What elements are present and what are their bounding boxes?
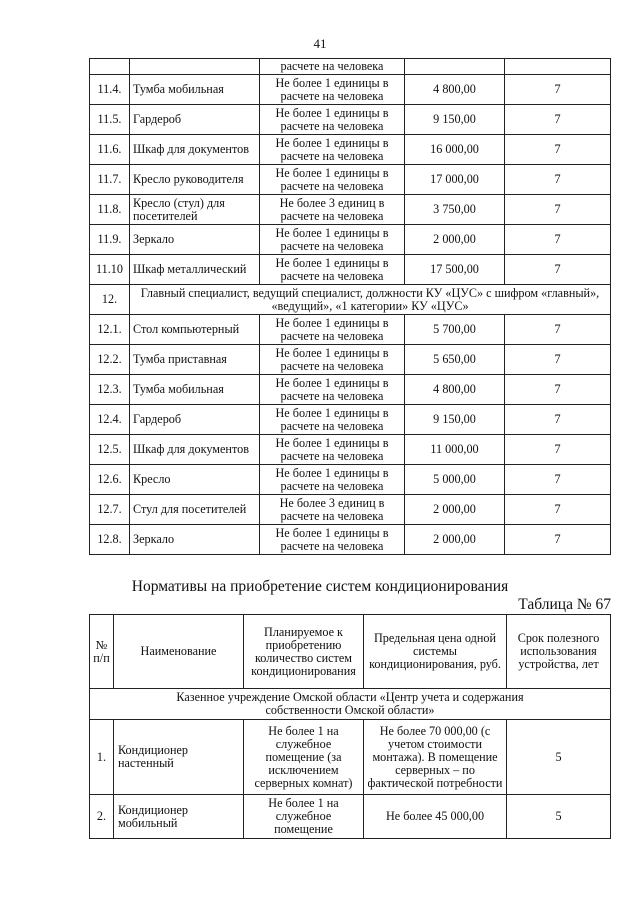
page-number: 41 [313, 36, 327, 51]
row-name: Стул для посетителей [130, 495, 260, 525]
row-qty: Не более 1 единицы в расчете на человека [260, 435, 405, 465]
header-name: Наименование [114, 615, 244, 689]
row-num: 12.3. [90, 375, 130, 405]
furniture-norms-table [89, 58, 611, 555]
row-term: 7 [505, 255, 611, 285]
header-qty: Планируемое к приобретению количество систем кондиционирования [244, 615, 364, 689]
row-term: 7 [505, 465, 611, 495]
row-name: Зеркало [130, 525, 260, 555]
row-name: Зеркало [130, 225, 260, 255]
section-num: 12. [90, 285, 130, 315]
table-row [90, 465, 611, 495]
row-term: 7 [505, 345, 611, 375]
row-price: 2 000,00 [405, 525, 505, 555]
row-term: 7 [505, 105, 611, 135]
row-price: 3 750,00 [405, 195, 505, 225]
row-term: 7 [505, 135, 611, 165]
row-name: Тумба приставная [130, 345, 260, 375]
row-term: 7 [505, 525, 611, 555]
row-qty: Не более 1 единицы в расчете на человека [260, 255, 405, 285]
row-name: Гардероб [130, 405, 260, 435]
air-conditioning-norms-table [89, 614, 611, 839]
row-qty: Не более 3 единиц в расчете на человека [260, 195, 405, 225]
row-num: 11.4. [90, 75, 130, 105]
continuation-row [90, 59, 611, 75]
section-title: Нормативы на приобретение систем кондиционирования [131, 578, 509, 595]
header-num: № п/п [90, 615, 114, 689]
table-row [90, 435, 611, 465]
table-row [90, 720, 611, 795]
table-cell [90, 59, 130, 75]
table-row [90, 795, 611, 839]
row-price: 16 000,00 [405, 135, 505, 165]
row-qty: Не более 1 единицы в расчете на человека [260, 165, 405, 195]
row-name: Кресло руководителя [130, 165, 260, 195]
row-num: 11.9. [90, 225, 130, 255]
row-qty: Не более 1 единицы в расчете на человека [260, 405, 405, 435]
row-price: 11 000,00 [405, 435, 505, 465]
row-num: 12.2. [90, 345, 130, 375]
row-name: Кондиционер настенный [114, 720, 244, 795]
row-num: 11.5. [90, 105, 130, 135]
table-row [90, 135, 611, 165]
table-cell-qty: расчете на человека [260, 59, 405, 75]
row-qty: Не более 1 единицы в расчете на человека [260, 105, 405, 135]
row-num: 11.7. [90, 165, 130, 195]
row-qty: Не более 1 единицы в расчете на человека [260, 465, 405, 495]
row-price: 5 000,00 [405, 465, 505, 495]
row-name: Шкаф металлический [130, 255, 260, 285]
header-term: Срок полезного использования устройства, лет [507, 615, 611, 689]
header-price: Предельная цена одной системы кондиционирования, руб. [364, 615, 507, 689]
row-term: 7 [505, 405, 611, 435]
table-row [90, 195, 611, 225]
row-term: 7 [505, 195, 611, 225]
row-price: 9 150,00 [405, 405, 505, 435]
section-row [90, 285, 611, 315]
row-price: Не более 45 000,00 [364, 795, 507, 839]
row-term: 7 [505, 165, 611, 195]
row-num: 11.10 [90, 255, 130, 285]
row-term: 7 [505, 75, 611, 105]
row-num: 11.8. [90, 195, 130, 225]
row-num: 2. [90, 795, 114, 839]
row-qty: Не более 1 единицы в расчете на человека [260, 75, 405, 105]
row-num: 11.6. [90, 135, 130, 165]
row-qty: Не более 1 единицы в расчете на человека [260, 345, 405, 375]
row-price: 9 150,00 [405, 105, 505, 135]
table-label: Таблица № 67 [518, 596, 611, 613]
table-row [90, 255, 611, 285]
table-cell [130, 59, 260, 75]
row-term: 7 [505, 495, 611, 525]
row-price: 17 500,00 [405, 255, 505, 285]
header-row [90, 615, 611, 689]
row-qty: Не более 1 единицы в расчете на человека [260, 525, 405, 555]
table-row [90, 525, 611, 555]
row-name: Шкаф для документов [130, 435, 260, 465]
table-cell [405, 59, 505, 75]
row-term: 7 [505, 315, 611, 345]
row-name: Шкаф для документов [130, 135, 260, 165]
row-qty: Не более 1 единицы в расчете на человека [260, 315, 405, 345]
row-term: 7 [505, 225, 611, 255]
row-num: 12.5. [90, 435, 130, 465]
row-qty: Не более 1 на служебное помещение [244, 795, 364, 839]
row-qty: Не более 1 единицы в расчете на человека [260, 135, 405, 165]
org-name: Казенное учреждение Омской области «Центр учета и содержания собственности Омской области» [90, 689, 611, 720]
row-num: 12.7. [90, 495, 130, 525]
row-name: Кондиционер мобильный [114, 795, 244, 839]
row-num: 1. [90, 720, 114, 795]
table-cell [505, 59, 611, 75]
table-row [90, 165, 611, 195]
row-name: Тумба мобильная [130, 375, 260, 405]
row-term: 5 [507, 795, 611, 839]
row-num: 12.1. [90, 315, 130, 345]
table-row [90, 75, 611, 105]
row-price: 5 650,00 [405, 345, 505, 375]
table-row [90, 405, 611, 435]
table-row [90, 345, 611, 375]
row-price: 2 000,00 [405, 495, 505, 525]
section-text: Главный специалист, ведущий специалист, должности КУ «ЦУС» с шифром «главный», «ведущий», «1 категории» КУ «ЦУС» [130, 285, 611, 315]
row-qty: Не более 1 единицы в расчете на человека [260, 375, 405, 405]
row-num: 12.4. [90, 405, 130, 435]
row-qty: Не более 1 на служебное помещение (за исключением серверных комнат) [244, 720, 364, 795]
row-num: 12.8. [90, 525, 130, 555]
row-name: Кресло [130, 465, 260, 495]
row-num: 12.6. [90, 465, 130, 495]
row-term: 5 [507, 720, 611, 795]
row-price: Не более 70 000,00 (с учетом стоимости монтажа). В помещение серверных – по фактической потребности [364, 720, 507, 795]
row-qty: Не более 3 единиц в расчете на человека [260, 495, 405, 525]
table-row [90, 105, 611, 135]
row-name: Тумба мобильная [130, 75, 260, 105]
table-row [90, 375, 611, 405]
row-name: Стол компьютерный [130, 315, 260, 345]
row-name: Гардероб [130, 105, 260, 135]
row-term: 7 [505, 375, 611, 405]
table-row [90, 495, 611, 525]
row-name: Кресло (стул) для посетителей [130, 195, 260, 225]
row-qty: Не более 1 единицы в расчете на человека [260, 225, 405, 255]
row-price: 17 000,00 [405, 165, 505, 195]
row-price: 4 800,00 [405, 375, 505, 405]
table-row [90, 315, 611, 345]
row-term: 7 [505, 435, 611, 465]
table-row [90, 225, 611, 255]
row-price: 4 800,00 [405, 75, 505, 105]
row-price: 2 000,00 [405, 225, 505, 255]
org-row [90, 689, 611, 720]
row-price: 5 700,00 [405, 315, 505, 345]
